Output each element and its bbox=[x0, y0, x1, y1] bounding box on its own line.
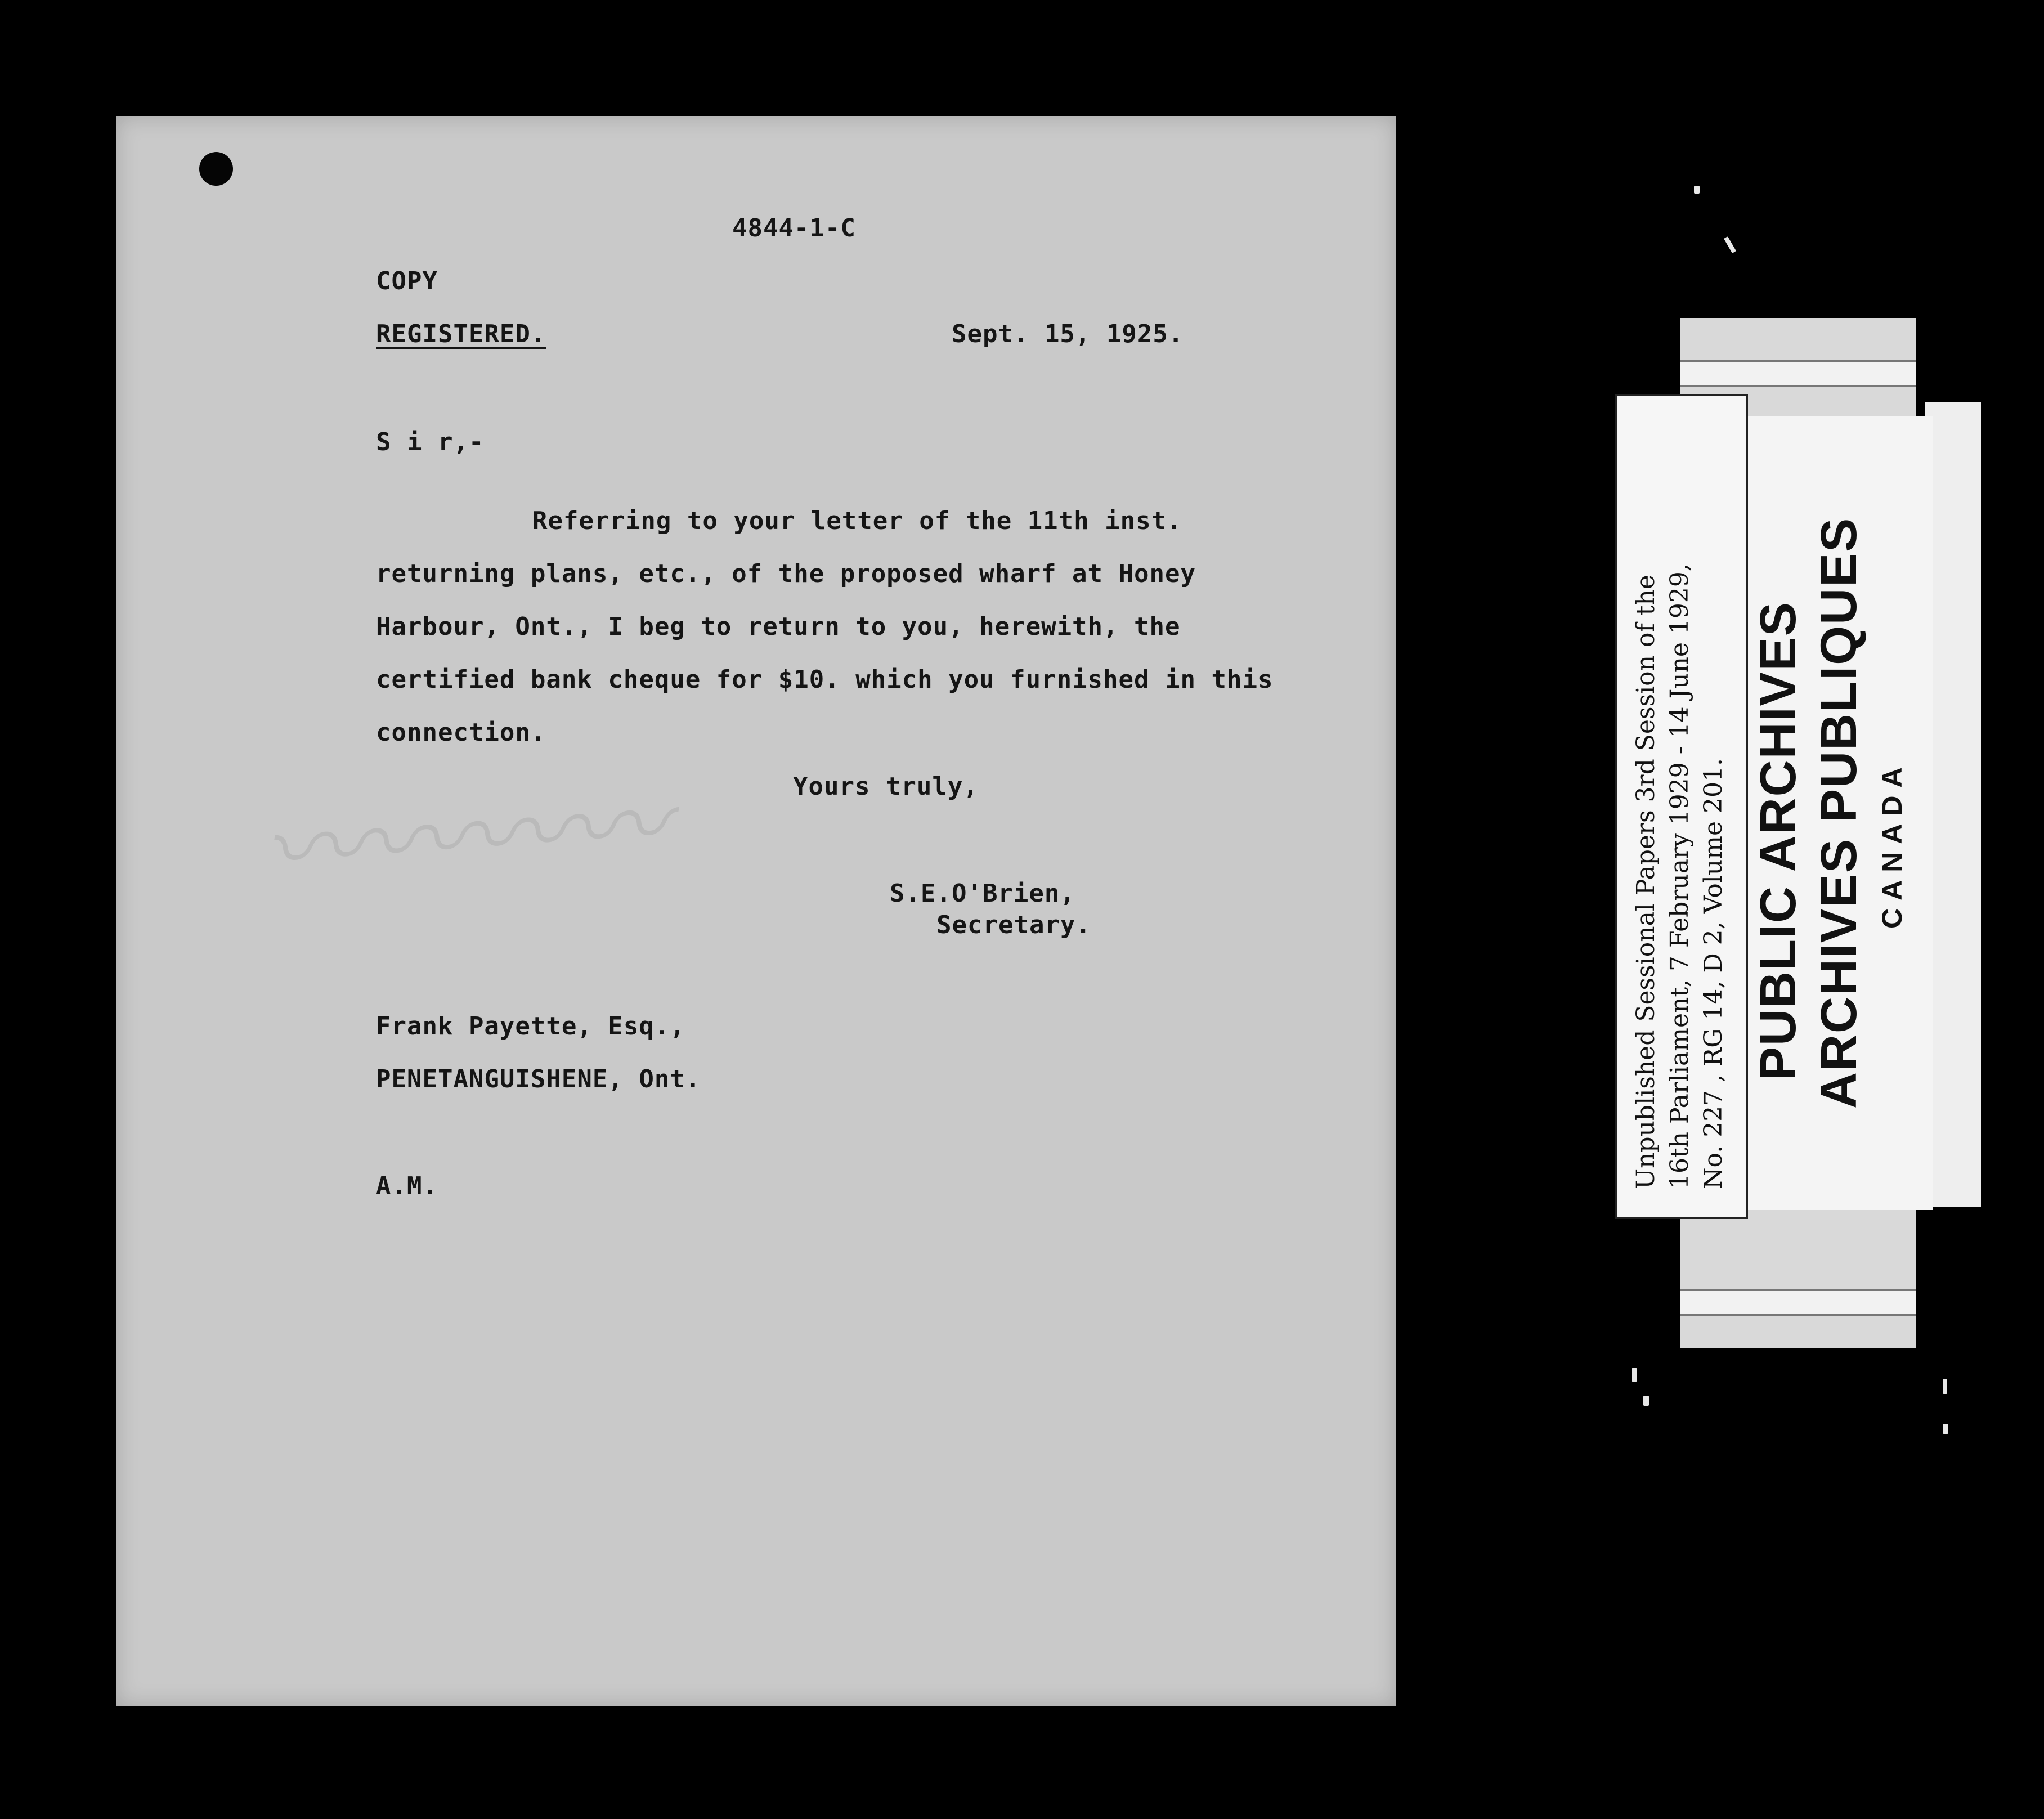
registered-label: REGISTERED. bbox=[376, 320, 546, 348]
archive-card-band-top bbox=[1680, 360, 1916, 387]
archive-card-front bbox=[1731, 416, 1933, 1210]
archive-line-archives-publiques: ARCHIVES PUBLIQUES bbox=[1811, 517, 1867, 1109]
copy-label: COPY bbox=[376, 267, 438, 295]
slip-line-3: No. 227 , RG 14, D 2, Volume 201. bbox=[1699, 758, 1728, 1189]
body-line-2: returning plans, etc., of the proposed wharf at Honey bbox=[376, 559, 1196, 588]
closing: Yours truly, bbox=[793, 772, 979, 801]
recipient-place: PENETANGUISHENE, Ont. bbox=[376, 1065, 701, 1094]
speck bbox=[1724, 236, 1736, 253]
slip-line-1: Unpublished Sessional Papers 3rd Session of the bbox=[1631, 575, 1660, 1189]
salutation: S i r,- bbox=[376, 428, 485, 456]
body-line-4: certified bank cheque for $10. which you furnished in this bbox=[376, 665, 1274, 694]
speck bbox=[1632, 1368, 1637, 1382]
signatory-title: Secretary. bbox=[936, 911, 1091, 939]
body-line-3: Harbour, Ont., I beg to return to you, herewith, the bbox=[376, 612, 1181, 641]
archive-line-canada: CANADA bbox=[1876, 759, 1908, 929]
speck bbox=[1943, 1379, 1947, 1394]
signatory-name: S.E.O'Brien, bbox=[890, 879, 1075, 908]
letter-page bbox=[116, 116, 1396, 1706]
archive-reference-slip bbox=[1615, 394, 1748, 1219]
archive-card-side bbox=[1925, 402, 1981, 1207]
punch-hole bbox=[199, 152, 233, 186]
typist-initials: A.M. bbox=[376, 1172, 438, 1200]
bleed-through-mark: 〰〰〰〰 bbox=[259, 766, 672, 912]
archive-line-public-archives: PUBLIC ARCHIVES bbox=[1750, 601, 1807, 1081]
body-line-1: Referring to your letter of the 11th inst. bbox=[532, 507, 1182, 535]
speck bbox=[1694, 186, 1700, 194]
speck bbox=[1943, 1424, 1948, 1434]
file-number: 4844-1-C bbox=[732, 214, 856, 243]
letter-date: Sept. 15, 1925. bbox=[952, 320, 1184, 348]
speck bbox=[1643, 1396, 1649, 1406]
body-line-5: connection. bbox=[376, 718, 546, 747]
recipient-name: Frank Payette, Esq., bbox=[376, 1012, 685, 1041]
slip-line-2: 16th Parliament, 7 February 1929 - 14 June 1929, bbox=[1665, 563, 1694, 1189]
archive-card-band-bottom bbox=[1680, 1289, 1916, 1316]
